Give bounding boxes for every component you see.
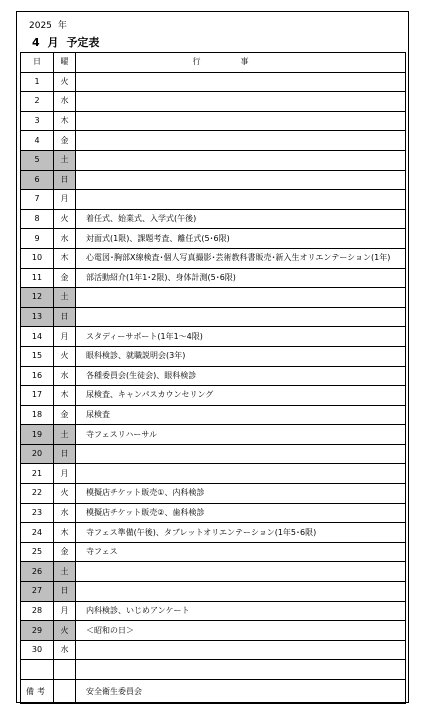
day-cell: 10 [21, 248, 54, 268]
table-row [21, 190, 406, 210]
schedule-rows [21, 72, 406, 679]
day-cell: 11 [21, 268, 54, 288]
table-row [21, 464, 406, 484]
notes-text: 安全衛生委員会 [76, 680, 406, 704]
day-cell: 13 [21, 307, 54, 327]
event-cell: 部活動紹介(1年1･2限)、身体計測(5･6限) [76, 268, 406, 288]
weekday-cell: 水 [54, 92, 76, 112]
weekday-cell: 水 [54, 640, 76, 660]
event-cell: 対面式(1限)、課題考査、離任式(5･6限) [76, 229, 406, 249]
weekday-cell: 土 [54, 425, 76, 445]
weekday-cell: 月 [54, 327, 76, 347]
day-cell: 22 [21, 484, 54, 504]
event-cell: 着任式、始業式、入学式(午後) [76, 209, 406, 229]
weekday-cell: 水 [54, 503, 76, 523]
event-cell: 寺フェスリハーサル [76, 425, 406, 445]
day-cell: 23 [21, 503, 54, 523]
table-row [21, 542, 406, 562]
event-cell [76, 170, 406, 190]
event-cell [76, 464, 406, 484]
table-row [21, 92, 406, 112]
weekday-cell: 土 [54, 150, 76, 170]
table-row [21, 327, 406, 347]
day-cell: 17 [21, 386, 54, 406]
event-cell: 尿検査 [76, 405, 406, 425]
table-row [21, 601, 406, 621]
weekday-cell: 日 [54, 444, 76, 464]
weekday-cell: 金 [54, 131, 76, 151]
weekday-cell: 火 [54, 484, 76, 504]
event-cell [76, 640, 406, 660]
table-row [21, 346, 406, 366]
event-cell: 内科検診、いじめアンケート [76, 601, 406, 621]
month-suffix: 月 [47, 36, 59, 49]
weekday-cell: 水 [54, 366, 76, 386]
table-row [21, 111, 406, 131]
event-cell: 心電図･胸部X線検査･個人写真撮影･芸術教科書販売･新入生オリエンテーション(1年) [76, 248, 406, 268]
table-row [21, 131, 406, 151]
day-cell: 15 [21, 346, 54, 366]
event-cell [76, 582, 406, 602]
weekday-cell: 金 [54, 268, 76, 288]
event-cell [76, 288, 406, 308]
weekday-cell: 土 [54, 288, 76, 308]
event-cell [76, 307, 406, 327]
year-number: 2025 [29, 21, 52, 31]
event-cell: 各種委員会(生徒会)、眼科検診 [76, 366, 406, 386]
table-row [21, 444, 406, 464]
day-cell: 1 [21, 72, 54, 92]
table-row [21, 621, 406, 641]
weekday-cell: 日 [54, 307, 76, 327]
table-row [21, 562, 406, 582]
table-row [21, 405, 406, 425]
table-row [21, 150, 406, 170]
event-cell [76, 190, 406, 210]
weekday-cell: 火 [54, 72, 76, 92]
event-cell: 眼科検診、就職説明会(3年) [76, 346, 406, 366]
day-cell: 9 [21, 229, 54, 249]
day-cell: 28 [21, 601, 54, 621]
table-row [21, 523, 406, 543]
schedule-table [20, 52, 406, 704]
day-cell: 20 [21, 444, 54, 464]
day-cell: 26 [21, 562, 54, 582]
weekday-cell: 木 [54, 111, 76, 131]
table-row [21, 307, 406, 327]
event-cell [76, 150, 406, 170]
weekday-cell: 月 [54, 464, 76, 484]
table-row [21, 503, 406, 523]
day-cell: 12 [21, 288, 54, 308]
table-header-row [21, 53, 406, 73]
day-cell: 19 [21, 425, 54, 445]
event-cell: 模擬店チケット販売①、内科検診 [76, 484, 406, 504]
day-cell: 4 [21, 131, 54, 151]
event-cell [76, 660, 406, 680]
table-row [21, 288, 406, 308]
event-cell: 寺フェス準備(午後)、タブレットオリエンテーション(1年5･6限) [76, 523, 406, 543]
day-cell: 29 [21, 621, 54, 641]
day-cell: 3 [21, 111, 54, 131]
year-label [29, 18, 67, 31]
event-cell [76, 562, 406, 582]
event-cell: 寺フェス [76, 542, 406, 562]
table-row [21, 209, 406, 229]
day-cell: 16 [21, 366, 54, 386]
table-row [21, 170, 406, 190]
header-day: 日 [21, 53, 54, 73]
day-cell: 27 [21, 582, 54, 602]
event-cell [76, 111, 406, 131]
event-cell [76, 92, 406, 112]
table-row [21, 268, 406, 288]
table-row [21, 660, 406, 680]
weekday-cell: 水 [54, 229, 76, 249]
table-row [21, 229, 406, 249]
event-cell: ＜昭和の日＞ [76, 621, 406, 641]
day-cell: 18 [21, 405, 54, 425]
weekday-cell: 土 [54, 562, 76, 582]
event-cell [76, 131, 406, 151]
event-cell: 模擬店チケット販売②、歯科検診 [76, 503, 406, 523]
header-events: 行事 [76, 53, 406, 73]
doc-title: 予定表 [66, 36, 100, 49]
table-row [21, 582, 406, 602]
day-cell: 5 [21, 150, 54, 170]
table-row [21, 386, 406, 406]
table-row [21, 366, 406, 386]
event-cell [76, 72, 406, 92]
day-cell: 21 [21, 464, 54, 484]
year-suffix: 年 [57, 21, 67, 31]
weekday-cell [54, 660, 76, 680]
day-cell: 25 [21, 542, 54, 562]
day-cell: 2 [21, 92, 54, 112]
day-cell: 30 [21, 640, 54, 660]
weekday-cell: 月 [54, 601, 76, 621]
month-number: 4 [32, 36, 40, 49]
day-cell [21, 660, 54, 680]
notes-blank [54, 680, 76, 704]
day-cell: 14 [21, 327, 54, 347]
month-title [32, 34, 103, 50]
weekday-cell: 月 [54, 190, 76, 210]
weekday-cell: 木 [54, 523, 76, 543]
weekday-cell: 木 [54, 386, 76, 406]
weekday-cell: 火 [54, 209, 76, 229]
weekday-cell: 火 [54, 346, 76, 366]
table-row [21, 248, 406, 268]
notes-row [21, 680, 406, 704]
event-cell [76, 444, 406, 464]
event-cell: 尿検査、キャンパスカウンセリング [76, 386, 406, 406]
table-row [21, 425, 406, 445]
event-cell: スタディーサポート(1年1～4限) [76, 327, 406, 347]
table-row [21, 72, 406, 92]
day-cell: 8 [21, 209, 54, 229]
weekday-cell: 金 [54, 405, 76, 425]
table-row [21, 640, 406, 660]
header-dow: 曜 [54, 53, 76, 73]
day-cell: 7 [21, 190, 54, 210]
weekday-cell: 金 [54, 542, 76, 562]
day-cell: 6 [21, 170, 54, 190]
weekday-cell: 火 [54, 621, 76, 641]
day-cell: 24 [21, 523, 54, 543]
notes-label: 備考 [21, 680, 54, 704]
weekday-cell: 日 [54, 170, 76, 190]
weekday-cell: 日 [54, 582, 76, 602]
schedule-sheet [16, 11, 409, 703]
table-row [21, 484, 406, 504]
weekday-cell: 木 [54, 248, 76, 268]
